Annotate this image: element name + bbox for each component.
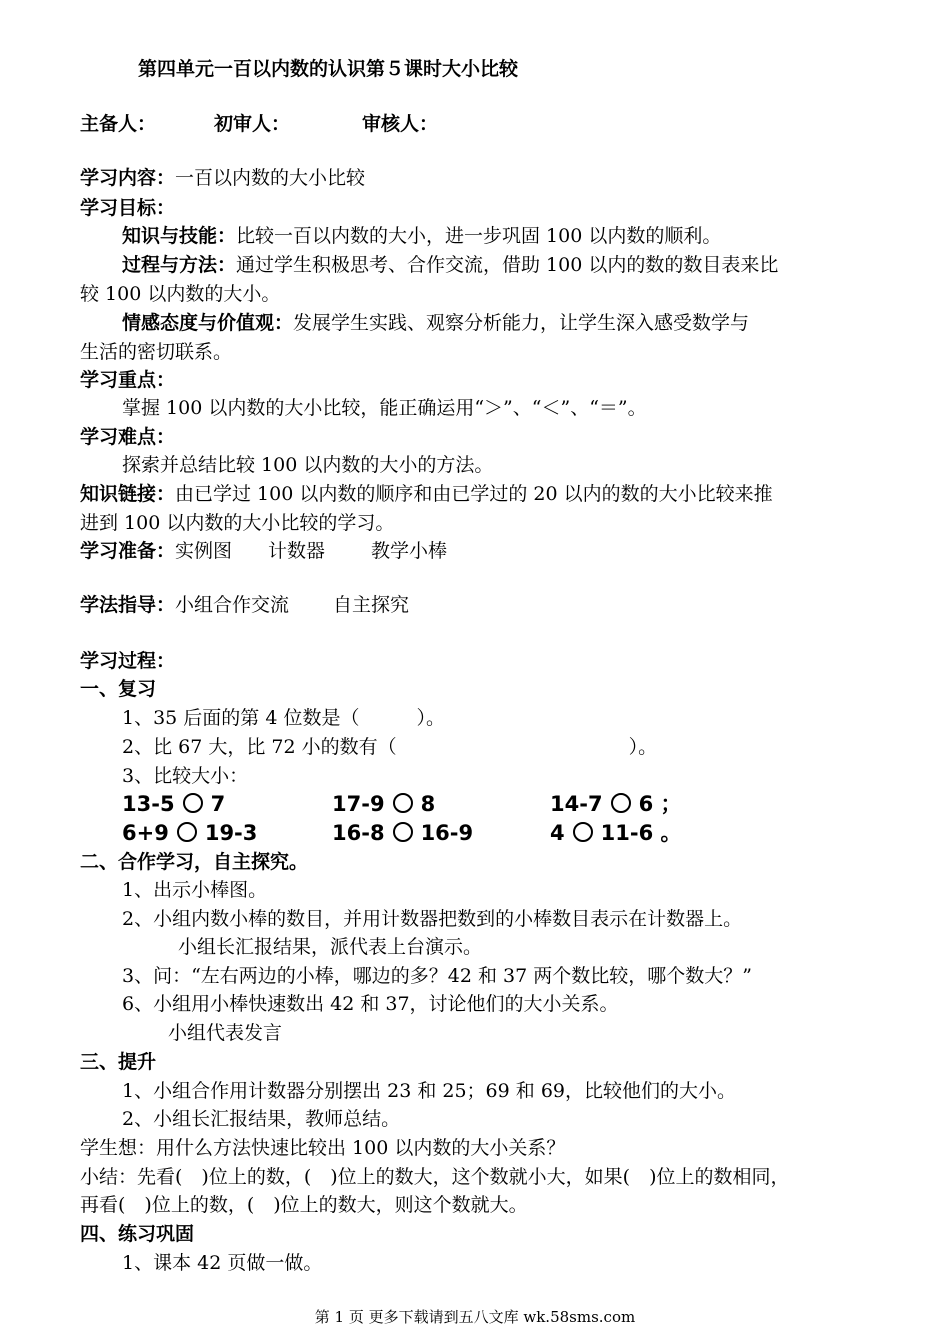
link-line [80, 481, 773, 507]
goal-emotion-cont: 生活的密切联系。 [80, 341, 233, 363]
prep-item: 实例图 [175, 540, 233, 562]
review-q3: 3、比较大小： [122, 765, 249, 787]
review-q1: 1、35 后面的第 4 位数是（ ）。 [122, 707, 445, 729]
emotion-text: 发展学生实践、观察分析能力，让学生深入感受数学与 [293, 312, 750, 334]
compare-right: 11-6 。 [600, 821, 682, 845]
method-line [80, 592, 409, 618]
compare-left: 16-8 [332, 821, 385, 845]
process-label: 学习过程： [80, 650, 176, 672]
key-label: 学习重点： [80, 369, 176, 391]
compare-circle-blank[interactable] [611, 793, 631, 813]
section-3-line: 1、小组合作用计数器分别摆出 23 和 25；69 和 69，比较他们的大小。 [122, 1080, 736, 1102]
main-author-label: 主备人： [80, 113, 157, 135]
authors-line [80, 111, 438, 137]
compare-item [550, 820, 682, 846]
section-2-line: 小组长汇报结果，派代表上台演示。 [178, 936, 483, 958]
content-line [80, 165, 365, 191]
link-text: 由已学过 100 以内数的顺序和由已学过的 20 以内的数的大小比较来推 [175, 483, 773, 505]
skill-label: 知识与技能： [122, 225, 237, 247]
prep-item: 计数器 [268, 540, 326, 562]
goal-process [122, 252, 778, 278]
section-2-line: 1、出示小棒图。 [122, 879, 268, 901]
compare-left: 14-7 [550, 792, 603, 816]
compare-left: 4 [550, 821, 565, 845]
review-q2 [122, 734, 657, 760]
method-item: 自主探究 [333, 594, 410, 616]
compare-circle-blank[interactable] [393, 793, 413, 813]
compare-circle-blank[interactable] [183, 793, 203, 813]
section-3-line: 学生想：用什么方法快速比较出 100 以内数的大小关系？ [80, 1137, 566, 1159]
process-label: 过程与方法： [122, 254, 237, 276]
compare-right: 8 [420, 792, 436, 816]
emotion-label: 情感态度与价值观： [122, 312, 294, 334]
compare-left: 6+9 [122, 821, 169, 845]
section-2-line: 3、问：“左右两边的小棒，哪边的多？42 和 37 两个数比较，哪个数大？” [122, 965, 752, 987]
section-3-line: 2、小组长汇报结果，教师总结。 [122, 1108, 401, 1130]
section-2-line: 小组代表发言 [168, 1022, 283, 1044]
page-title: 第四单元一百以内数的认识第５课时大小比较 [138, 58, 519, 80]
key-text: 掌握 100 以内数的大小比较，能正确运用“＞”、“＜”、“＝”。 [122, 397, 647, 419]
compare-item [122, 820, 257, 846]
section-2-title: 二、合作学习，自主探究。 [80, 851, 309, 873]
section-1-title: 一、复习 [80, 678, 157, 700]
compare-left: 13-5 [122, 792, 175, 816]
compare-right: 16-9 [420, 821, 474, 845]
compare-circle-blank[interactable] [573, 822, 593, 842]
content-label: 学习内容： [80, 167, 176, 189]
compare-item [550, 791, 682, 817]
compare-right: 19-3 [204, 821, 258, 845]
prep-item: 教学小棒 [371, 540, 448, 562]
section-2-line: 2、小组内数小棒的数目，并用计数器把数到的小棒数目表示在计数器上。 [122, 908, 743, 930]
page-footer: 第 1 页 更多下载请到五八文库 wk.58sms.com [314, 1308, 636, 1326]
compare-item [332, 820, 473, 846]
compare-left: 17-9 [332, 792, 385, 816]
section-3-title: 三、提升 [80, 1051, 157, 1073]
goal-skill [122, 223, 721, 249]
compare-item [122, 791, 225, 817]
compare-circle-blank[interactable] [393, 822, 413, 842]
compare-right: 7 [210, 792, 226, 816]
compare-item [332, 791, 435, 817]
goal-emotion [122, 310, 749, 336]
section-4-title: 四、练习巩固 [80, 1223, 195, 1245]
content-value: 一百以内数的大小比较 [175, 167, 366, 189]
compare-circle-blank[interactable] [177, 822, 197, 842]
prep-label: 学习准备： [80, 540, 176, 562]
skill-text: 比较一百以内数的大小，进一步巩固 100 以内数的顺利。 [236, 225, 722, 247]
process-text: 通过学生积极思考、合作交流，借助 100 以内的数的数目表来比 [236, 254, 779, 276]
section-3-line: 再看( )位上的数，( )位上的数大，则这个数就大。 [80, 1194, 528, 1216]
first-reviewer-label: 初审人： [214, 113, 291, 135]
link-label: 知识链接： [80, 483, 176, 505]
method-label: 学法指导： [80, 594, 176, 616]
method-item: 小组合作交流 [175, 594, 290, 616]
review-q2-text: 2、比 67 大，比 72 小的数有（ [122, 736, 397, 758]
prep-line [80, 538, 447, 564]
compare-right: 6 ； [638, 792, 682, 816]
difficulty-text: 探索并总结比较 100 以内数的大小的方法。 [122, 454, 494, 476]
goal-process-cont: 较 100 以内数的大小。 [80, 283, 281, 305]
difficulty-label: 学习难点： [80, 426, 176, 448]
goals-label: 学习目标： [80, 197, 176, 219]
section-4-line: 1、课本 42 页做一做。 [122, 1252, 323, 1274]
review-q2-end: ）。 [628, 736, 658, 758]
auditor-label: 审核人： [362, 113, 439, 135]
link-cont: 进到 100 以内数的大小比较的学习。 [80, 512, 395, 534]
section-3-line: 小结：先看( )位上的数，( )位上的数大，这个数就小大，如果( )位上的数相同， [80, 1166, 790, 1188]
section-2-line: 6、小组用小棒快速数出 42 和 37，讨论他们的大小关系。 [122, 993, 619, 1015]
